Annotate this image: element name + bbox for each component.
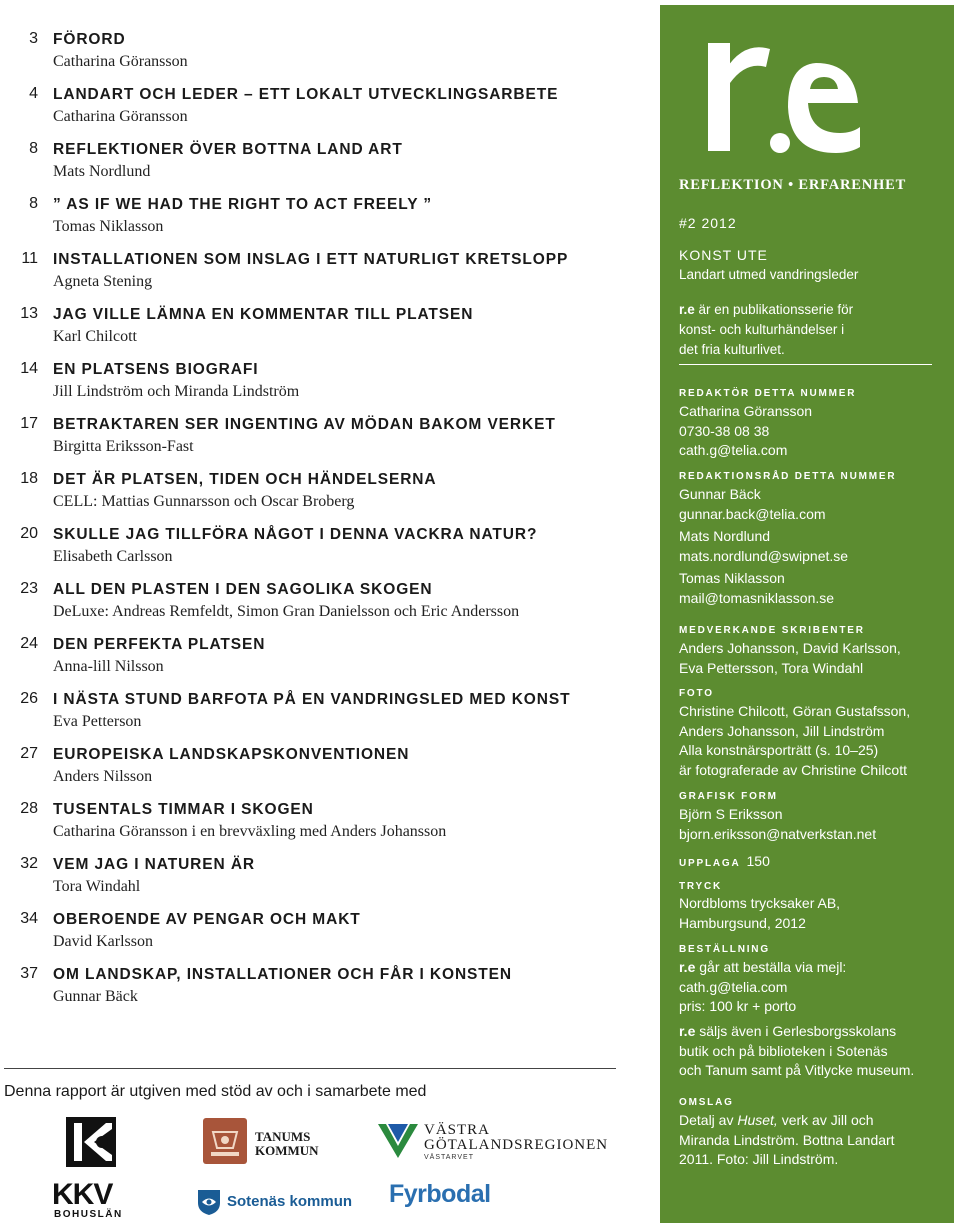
- re-logo-icon: [704, 33, 864, 163]
- editor-info: Catharina Göransson 0730-38 08 38 cath.g@telia.com: [679, 403, 813, 458]
- toc-title: DET ÄR PLATSEN, TIDEN OCH HÄNDELSERNA: [53, 471, 437, 488]
- vgr-emblem-icon: [376, 1120, 420, 1160]
- toc-page-number: 18: [20, 470, 38, 487]
- toc-page-number: 34: [20, 910, 38, 927]
- toc-entry: [0, 965, 640, 1015]
- toc-author: Elisabeth Carlsson: [53, 548, 173, 565]
- toc-title: INSTALLATIONEN SOM INSLAG I ETT NATURLIGT KRETSLOPP: [53, 251, 569, 268]
- toc-title: SKULLE JAG TILLFÖRA NÅGOT I DENNA VACKRA NATUR?: [53, 526, 538, 543]
- colophon-panel: [660, 5, 954, 1223]
- toc-title: ALL DEN PLASTEN I DEN SAGOLIKA SKOGEN: [53, 581, 433, 598]
- toc-author: Agneta Stening: [53, 273, 153, 290]
- toc-entry: [0, 470, 640, 520]
- vastra-gotalandsregionen-logo: [376, 1118, 609, 1164]
- tanums-kommun-logo: [203, 1118, 333, 1168]
- toc-entry: [0, 140, 640, 190]
- photo-label: FOTO: [679, 688, 714, 699]
- design-credits: Björn S Eriksson bjorn.eriksson@natverkstan.net: [679, 806, 877, 842]
- tanum-logo-line2: KOMMUN: [255, 1143, 319, 1158]
- toc-page-number: 20: [20, 525, 38, 542]
- toc-author: Mats Nordlund: [53, 163, 151, 180]
- toc-title: OM LANDSKAP, INSTALLATIONER OCH FÅR I KONSTEN: [53, 966, 512, 983]
- ordering-info: r.e går att beställa via mejl: cath.g@telia.com pris: 100 kr + porto: [679, 959, 847, 1014]
- toc-page-number: 23: [20, 580, 38, 597]
- divider: [4, 1068, 616, 1069]
- editorial-board-list: Gunnar Bäck gunnar.back@telia.com Mats Nordlund mats.nordlund@swipnet.se Tomas Niklasson mail@tomasniklasson.se: [679, 486, 849, 606]
- toc-page-number: 26: [20, 690, 38, 707]
- toc-author: Catharina Göransson: [53, 53, 188, 70]
- kkv-bohuslan-logo: [52, 1180, 132, 1222]
- printer-label: TRYCK: [679, 881, 723, 892]
- toc-title: LANDART OCH LEDER – ETT LOKALT UTVECKLINGSARBETE: [53, 86, 559, 103]
- toc-entry: [0, 250, 640, 300]
- toc-author: Anna-lill Nilsson: [53, 658, 164, 675]
- vgr-logo-line1: VÄSTRA: [424, 1122, 491, 1138]
- toc-title: EN PLATSENS BIOGRAFI: [53, 361, 259, 378]
- toc-author: Jill Lindström och Miranda Lindström: [53, 383, 300, 400]
- toc-author: Tora Windahl: [53, 878, 141, 895]
- toc-page-number: 4: [29, 85, 38, 102]
- sotenas-kommun-logo: [195, 1185, 353, 1219]
- tagline: REFLEKTION • ERFARENHET: [679, 177, 907, 193]
- toc-author: Karl Chilcott: [53, 328, 137, 345]
- sotenas-crest-icon: [195, 1188, 223, 1216]
- photo-credits: Christine Chilcott, Göran Gustafsson, Anders Johansson, Jill Lindström Alla konstnärsporträtt (s. 10–25) är fotograferade av Christine Chilcott: [679, 703, 911, 778]
- toc-title: I NÄSTA STUND BARFOTA PÅ EN VANDRINGSLED MED KONST: [53, 691, 571, 708]
- toc-title: VEM JAG I NATUREN ÄR: [53, 856, 256, 873]
- toc-title: FÖRORD: [53, 31, 126, 48]
- fyrbodal-logo-text: Fyrbodal: [389, 1180, 491, 1208]
- toc-entry: [0, 305, 640, 355]
- kkv-logo-subtext: BOHUSLÄN: [54, 1209, 123, 1220]
- toc-entry: [0, 580, 640, 630]
- toc-page-number: 8: [29, 195, 38, 212]
- editorial-board-label: REDAKTIONSRÅD DETTA NUMMER: [679, 471, 897, 482]
- toc-page-number: 37: [20, 965, 38, 982]
- kc-logo-icon: [66, 1117, 116, 1167]
- print-run: [679, 853, 770, 869]
- toc-author: CELL: Mattias Gunnarsson och Oscar Broberg: [53, 493, 355, 510]
- toc-page-number: 8: [29, 140, 38, 157]
- toc-author: Anders Nilsson: [53, 768, 153, 785]
- toc-page-number: 14: [20, 360, 38, 377]
- toc-page-number: 11: [21, 250, 38, 267]
- toc-title: ” AS IF WE HAD THE RIGHT TO ACT FREELY ”: [53, 196, 433, 213]
- toc-author: Eva Petterson: [53, 713, 142, 730]
- retail-info: r.e säljs även i Gerlesborgsskolans butik och på biblioteken i Sotenäs och Tanum samt på Vitlycke museum.: [679, 1023, 915, 1078]
- toc-title: JAG VILLE LÄMNA EN KOMMENTAR TILL PLATSEN: [53, 306, 474, 323]
- toc-author: Catharina Göransson i en brevväxling med Anders Johansson: [53, 823, 447, 840]
- issue-theme: KONST UTE: [679, 247, 768, 263]
- printer-info: Nordbloms trycksaker AB, Hamburgsund, 2012: [679, 895, 841, 931]
- support-statement: Denna rapport är utgiven med stöd av och i samarbete med: [4, 1083, 427, 1100]
- toc-entry: [0, 745, 640, 795]
- toc-page-number: 32: [20, 855, 38, 872]
- toc-author: Gunnar Bäck: [53, 988, 138, 1005]
- toc-page-number: 24: [20, 635, 38, 652]
- toc-author: David Karlsson: [53, 933, 153, 950]
- issue-subtitle: Landart utmed vandringsleder: [679, 267, 859, 282]
- cover-info: Detalj av Huset, verk av Jill och Miranda Lindström. Bottna Landart 2011. Foto: Jill Lindström.: [679, 1112, 895, 1167]
- toc-entry: [0, 635, 640, 685]
- toc-entry: [0, 800, 640, 850]
- toc-author: Tomas Niklasson: [53, 218, 164, 235]
- toc-page-number: 3: [29, 30, 38, 47]
- toc-entry: [0, 360, 640, 410]
- tanum-crest-icon: [203, 1118, 247, 1164]
- toc-author: DeLuxe: Andreas Remfeldt, Simon Gran Danielsson och Eric Andersson: [53, 603, 520, 620]
- toc-entry: [0, 690, 640, 740]
- toc-entry: [0, 855, 640, 905]
- issue-number: #2 2012: [679, 215, 737, 231]
- toc-title: OBEROENDE AV PENGAR OCH MAKT: [53, 911, 361, 928]
- panel-divider: [679, 364, 932, 365]
- toc-author: Birgitta Eriksson-Fast: [53, 438, 194, 455]
- tanum-logo-line1: TANUMS: [255, 1129, 311, 1144]
- cover-label: OMSLAG: [679, 1097, 734, 1108]
- publication-description: r.e är en publikationsserie för konst- och kulturhändelser i det fria kulturlivet.: [679, 302, 854, 357]
- sotenas-logo-text: Sotenäs kommun: [227, 1193, 353, 1210]
- toc-page-number: 13: [20, 305, 38, 322]
- ordering-label: BESTÄLLNING: [679, 944, 770, 955]
- toc-title: EUROPEISKA LANDSKAPSKONVENTIONEN: [53, 746, 410, 763]
- kkv-logo-text: KKV: [52, 1178, 113, 1211]
- toc-title: TUSENTALS TIMMAR I SKOGEN: [53, 801, 314, 818]
- toc-entry: [0, 910, 640, 960]
- vgr-logo-line2: GÖTALANDSREGIONEN: [424, 1137, 609, 1153]
- fyrbodal-logo: [389, 1177, 489, 1217]
- toc-title: DEN PERFEKTA PLATSEN: [53, 636, 266, 653]
- toc-page-number: 27: [20, 745, 38, 762]
- toc-entry: [0, 525, 640, 575]
- toc-author: Catharina Göransson: [53, 108, 188, 125]
- vgr-logo-line3: VÄSTARVET: [424, 1154, 474, 1161]
- contributors-list: Anders Johansson, David Karlsson, Eva Pettersson, Tora Windahl: [679, 640, 901, 676]
- toc-entry: [0, 415, 640, 465]
- toc-entry: [0, 85, 640, 135]
- toc-entry: [0, 30, 640, 80]
- toc-page-number: 28: [20, 800, 38, 817]
- print-run-label: UPPLAGA: [679, 858, 741, 869]
- toc-title: REFLEKTIONER ÖVER BOTTNA LAND ART: [53, 141, 403, 158]
- toc-title: BETRAKTAREN SER INGENTING AV MÖDAN BAKOM VERKET: [53, 416, 556, 433]
- editor-label: REDAKTÖR DETTA NUMMER: [679, 388, 857, 399]
- print-run-value: 150: [746, 853, 770, 869]
- contributors-label: MEDVERKANDE SKRIBENTER: [679, 625, 865, 636]
- toc-entry: [0, 195, 640, 245]
- toc-page-number: 17: [20, 415, 38, 432]
- design-label: GRAFISK FORM: [679, 791, 778, 802]
